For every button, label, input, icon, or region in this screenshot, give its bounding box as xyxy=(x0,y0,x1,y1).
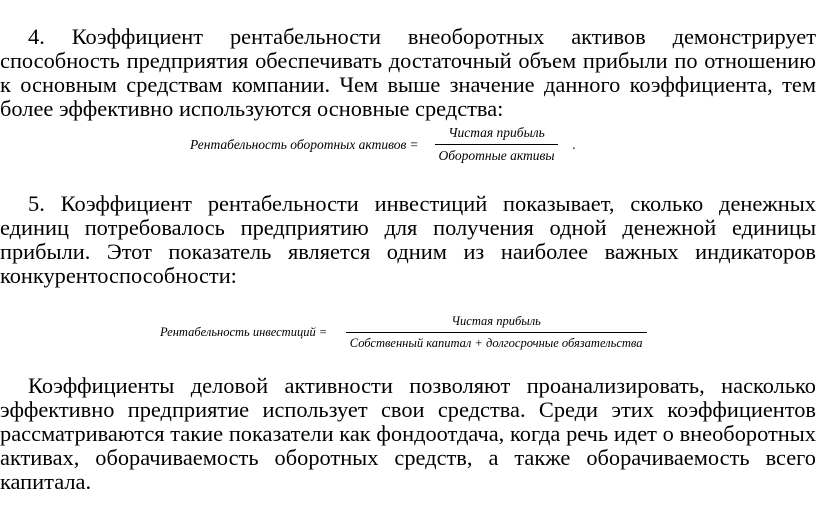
formula-2-lhs: Рентабельность инвестиций xyxy=(160,325,316,339)
formula-1-equals: = xyxy=(409,136,419,152)
formula-investment-profitability xyxy=(160,314,661,351)
formula-1-period: . xyxy=(572,136,576,152)
paragraph-5-number: 5. xyxy=(28,191,45,216)
formula-1-fraction xyxy=(423,125,571,164)
paragraph-activity-text: Коэффициенты деловой активности позволяют проанализировать, насколько эффективно предприятие использует свои средства. Среди этих коэффициентов рассматриваются такие показатели как фондоотдача, когда речь идет о внеоборотных активах, оборачиваемость оборотных средств, а также оборачиваемость всего капитала. xyxy=(0,373,816,494)
formula-asset-profitability xyxy=(190,125,576,164)
formula-2-fraction xyxy=(331,314,661,351)
paragraph-4 xyxy=(0,25,816,121)
paragraph-4-number: 4. xyxy=(28,24,45,49)
paragraph-activity xyxy=(0,374,816,494)
formula-1-denominator: Оборотные активы xyxy=(435,144,559,164)
formula-1-lhs: Рентабельность оборотных активов xyxy=(190,136,407,152)
paragraph-4-text: Коэффициент рентабельности внеоборотных активов демонстрирует способность предприятия обеспечивать достаточный объем прибыли по отношению к основным средствам компании. Чем выше значение данного коэффициента, тем более эффективно используются основные средства: xyxy=(0,24,816,121)
formula-2-equals: = xyxy=(318,325,328,339)
paragraph-5 xyxy=(0,192,816,288)
paragraph-5-text: Коэффициент рентабельности инвестиций показывает, сколько денежных единиц потребовалось предприятию для получения одной денежной единицы прибыли. Этот показатель является одним из наиболее важных индикаторов конкурентоспособности: xyxy=(0,191,816,288)
formula-1-numerator: Чистая прибыль xyxy=(448,125,545,140)
formula-2-numerator: Чистая прибыль xyxy=(451,314,541,328)
formula-2-denominator: Собственный капитал + долгосрочные обязательства xyxy=(346,332,647,351)
